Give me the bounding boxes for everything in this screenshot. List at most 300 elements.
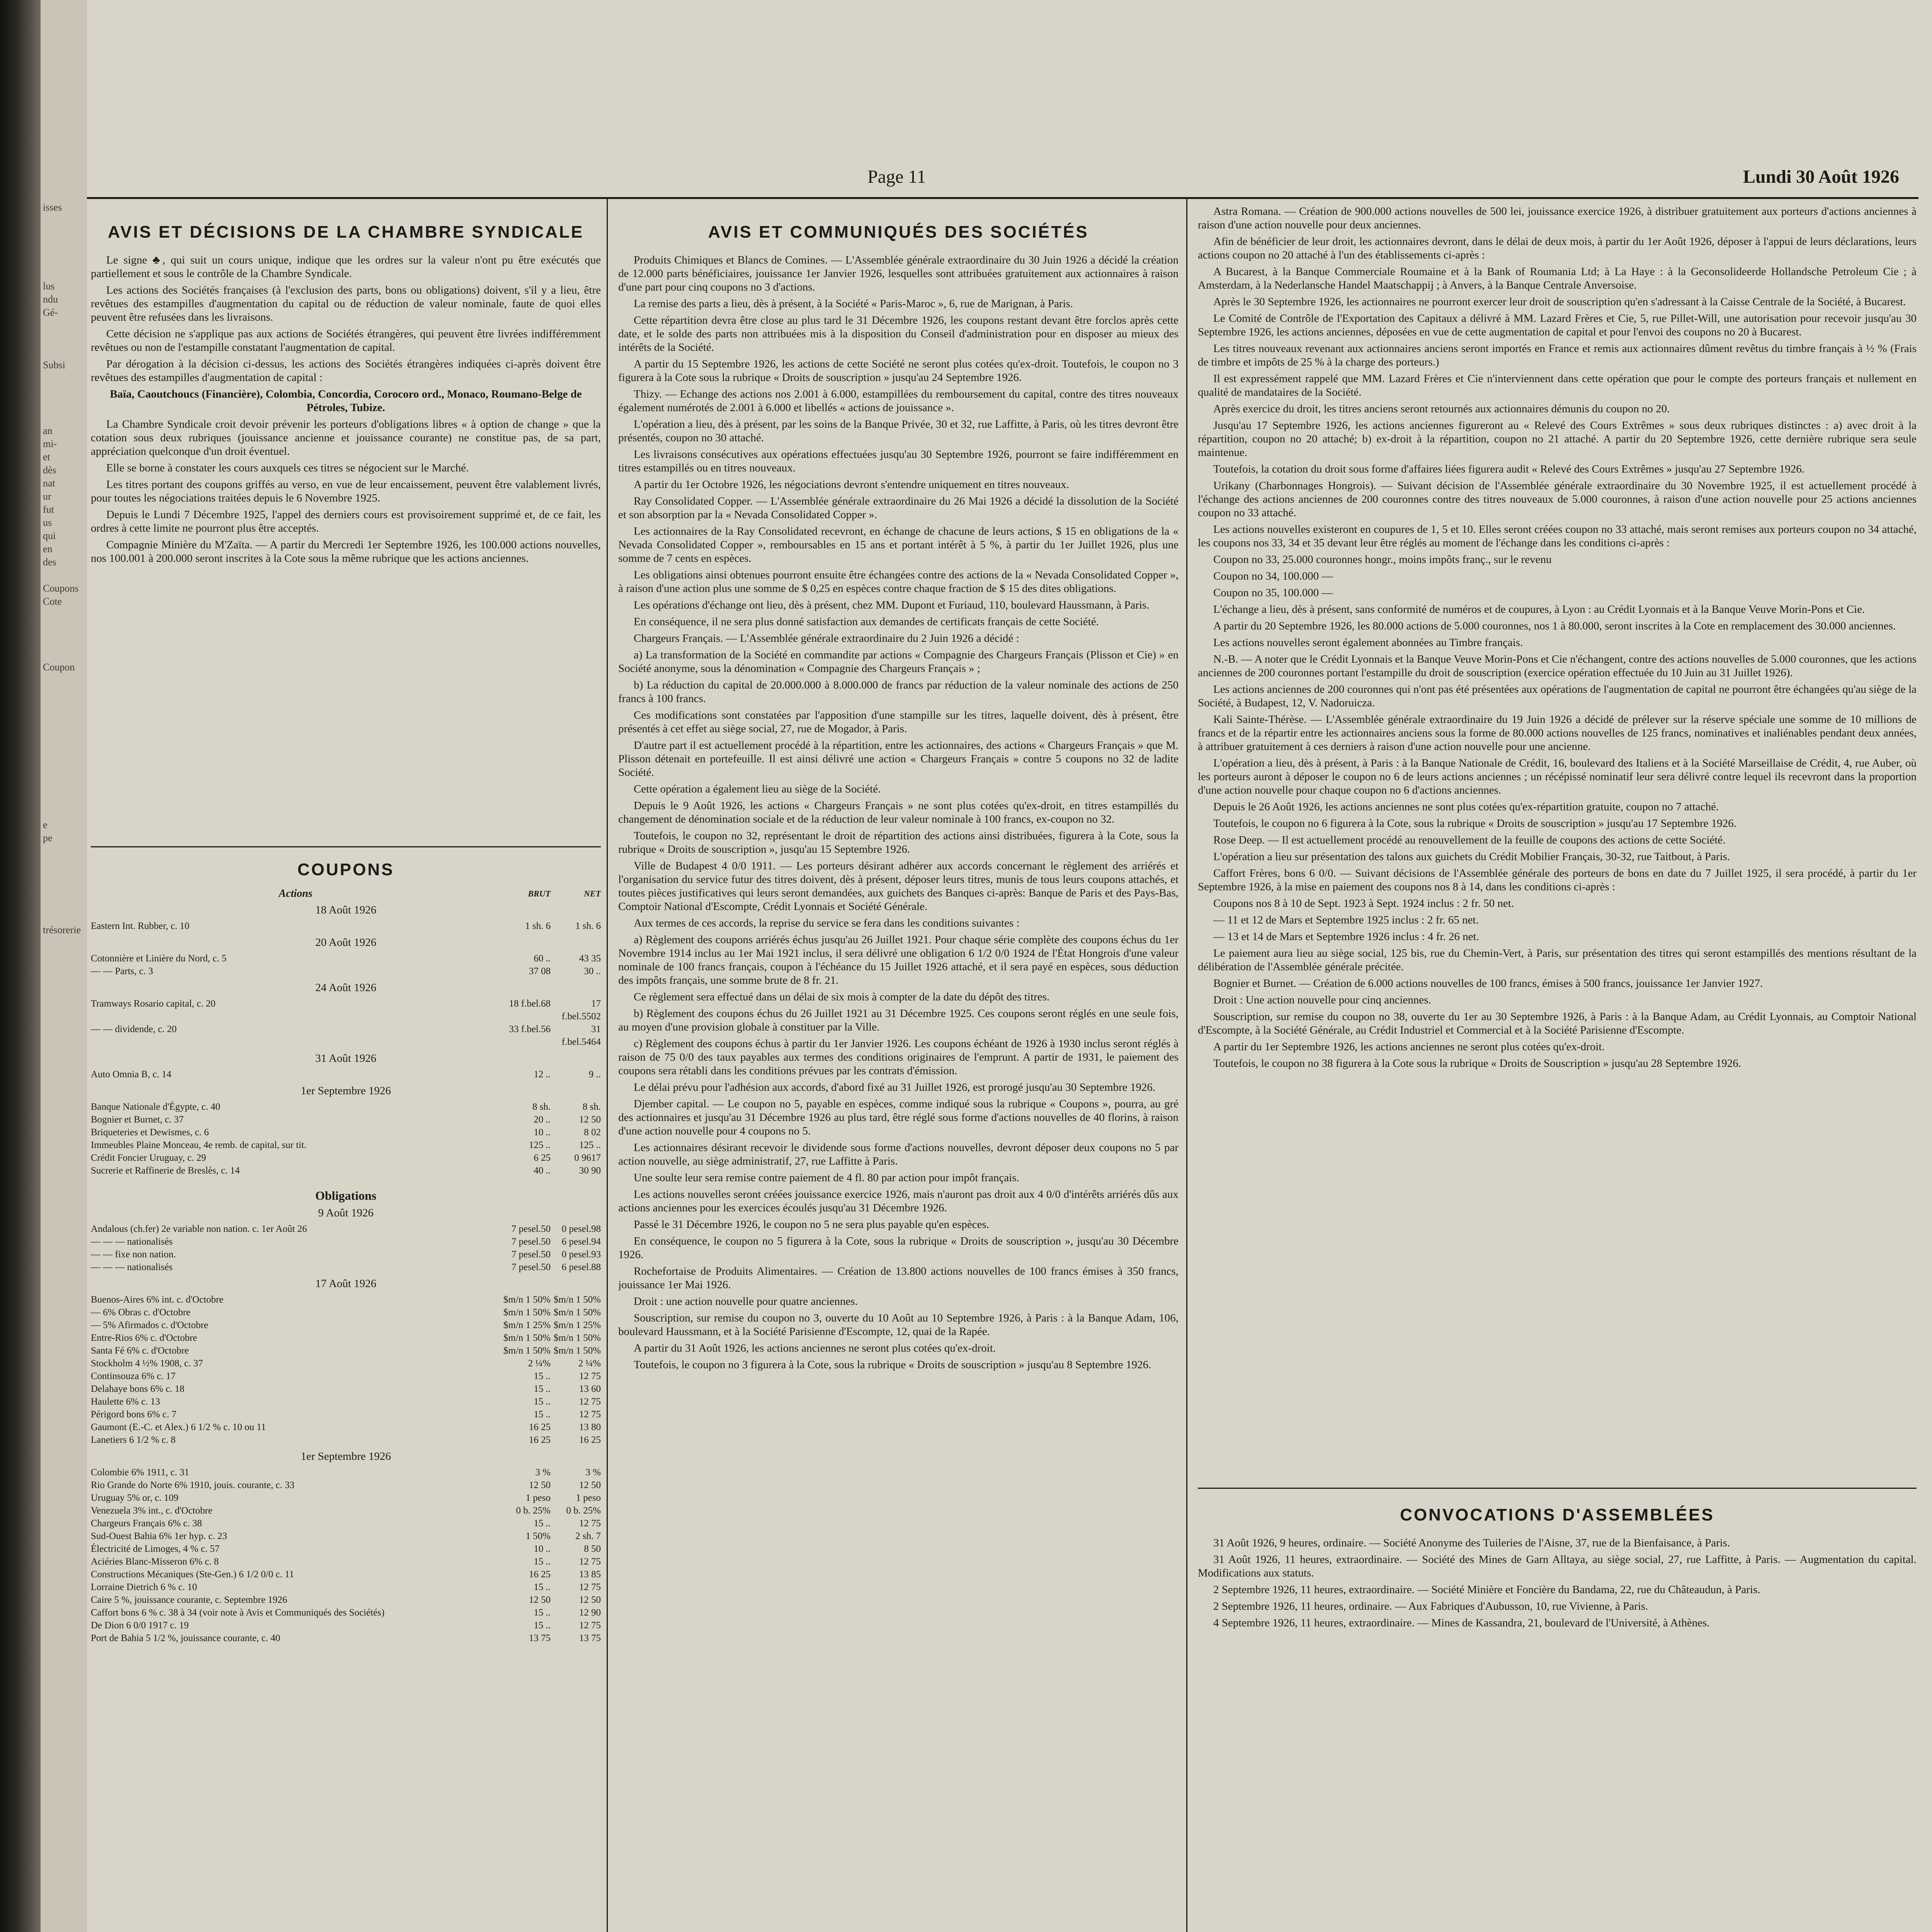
previous-page-fragment <box>41 345 87 359</box>
coupon-name: Buenos-Aires 6% int. c. d'Octobre <box>91 1294 224 1305</box>
coupon-net: 12 75 <box>579 1620 601 1631</box>
avis-chambre-column <box>91 216 601 835</box>
coupon-name: Stockholm 4 ½% 1908, c. 37 <box>91 1358 203 1369</box>
previous-page-fragment <box>41 897 87 910</box>
coupon-row <box>91 1555 601 1568</box>
paragraph: Une soulte leur sera remise contre paiement de 4 fl. 80 par action pour impôt français. <box>634 1172 1019 1184</box>
coupon-row <box>91 1113 601 1126</box>
coupon-net: 8 50 <box>584 1544 601 1554</box>
paragraph: Les obligations ainsi obtenues pourront ensuite être échangées contre des actions de la « Nevada Consolidated Copper », à raison d'une action plus une somme de $ 0,25 en espèces contre chaque fraction de $ 15 des dites obligations. <box>618 569 1179 595</box>
paragraph: Il est expressément rappelé que MM. Lazard Frères et Cie n'interviennent dans cette opération que pour le compte des porteurs français et nullement en qualité de mandataires de la Société. <box>1198 372 1917 398</box>
coupon-name: Auto Omnia B, c. 14 <box>91 1069 172 1080</box>
coupon-name: — — Parts, c. 3 <box>91 966 153 976</box>
coupon-row <box>91 1100 601 1113</box>
paragraph: Elle se borne à constater les cours auxquels ces titres se négocient sur le Marché. <box>106 462 469 474</box>
previous-page-fragment <box>41 1081 87 1094</box>
coupon-brut: 8 sh. <box>532 1102 551 1112</box>
coupon-brut: 1 50% <box>526 1531 551 1541</box>
coupon-date: 24 Août 1926 <box>315 981 376 994</box>
previous-page-fragment <box>41 687 87 700</box>
avis-chambre-body <box>91 253 601 565</box>
paragraph: Droit : Une action nouvelle pour cinq anciennes. <box>1213 994 1431 1006</box>
coupon-name: Eastern Int. Rubber, c. 10 <box>91 921 190 931</box>
previous-page-fragment: Gé- <box>43 307 58 318</box>
coupon-row <box>91 1223 601 1235</box>
coupon-name: — — — nationalisés <box>91 1236 173 1247</box>
previous-page-fragment <box>41 648 87 661</box>
previous-page-fragment <box>41 845 87 858</box>
previous-page-fragment: des <box>43 556 56 568</box>
coupon-brut: 13 75 <box>529 1633 551 1643</box>
previous-page-fragment: isses <box>43 202 62 213</box>
paragraph: Coupons nos 8 à 10 de Sept. 1923 à Sept. 1924 inclus : 2 fr. 50 net. <box>1213 897 1514 910</box>
coupon-row <box>91 1504 601 1517</box>
previous-page-fragment <box>41 792 87 805</box>
previous-page-fragment: en <box>43 543 53 554</box>
paragraph: En conséquence, le coupon no 5 figurera à la Cote, sous la rubrique « Droits de souscription », jusqu'au 30 Décembre 1926. <box>618 1235 1179 1261</box>
coupon-brut: 15 .. <box>534 1409 551 1420</box>
previous-page-fragment <box>41 871 87 884</box>
coupon-row <box>91 1530 601 1543</box>
paragraph: A partir du 1er Octobre 1926, les négociations devront s'entendre uniquement en titres nouveaux. <box>634 478 1070 491</box>
previous-page-fragment <box>41 569 87 582</box>
paragraph: Depuis le 26 Août 1926, les actions anciennes ne sont plus cotées qu'ex-répartition gratuite, coupon no 7 attaché. <box>1213 801 1719 813</box>
paragraph: Les actions nouvelles seront créées jouissance exercice 1926, mais n'auront pas droit aux 4 0/0 d'intérêts arriérés dûs aux actions anciennes pour les exercices écoulés jusqu'au 31 Décembre 1926. <box>618 1188 1179 1214</box>
paragraph: Toutefois, le coupon no 32, représentant le droit de répartition des actions ainsi distribuées, figurera à la Cote, sous la rubrique « Droits de souscription », jusqu'au 15 Septembre 1926. <box>618 830 1179 855</box>
coupon-brut: 15 .. <box>534 1556 551 1567</box>
coupon-name: Bognier et Burnet, c. 37 <box>91 1114 184 1125</box>
coupon-brut: 15 .. <box>534 1582 551 1592</box>
coupon-name: Tramways Rosario capital, c. 20 <box>91 998 216 1009</box>
previous-page-fragment <box>41 976 87 989</box>
paragraph: N.-B. — A noter que le Crédit Lyonnais et la Banque Veuve Morin-Pons et Cie n'échangent, contre des actions nouvelles de 5.000 couronnes, que les actions anciennes de 200 couronnes portant l'estampille du droit de souscription (exercice opération effectuée du 10 Juin au 31 Juillet 1926). <box>1198 653 1917 679</box>
paragraph: Les livraisons consécutives aux opérations effectuées jusqu'au 30 Septembre 1926, pourront se faire indifféremment en titres estampillés ou en titres nouveaux. <box>618 448 1179 474</box>
coupons-obligations-list <box>91 1207 601 1645</box>
avis-chambre-title: AVIS ET DÉCISIONS DE LA CHAMBRE SYNDICALE <box>107 223 584 242</box>
paragraph: Aux termes de ces accords, la reprise du service se fera dans les conditions suivantes : <box>634 917 1020 929</box>
communiques-body <box>618 253 1179 1372</box>
coupon-brut: 10 .. <box>534 1127 551 1138</box>
right-notices-column <box>1198 205 1917 1480</box>
previous-page-fragment <box>41 227 87 240</box>
coupon-name: Immeubles Plaine Monceau, 4e remb. de capital, sur tit. <box>91 1140 307 1150</box>
paragraph: Le Comité de Contrôle de l'Exportation des Capitaux a délivré à MM. Lazard Frères et Cie, 5, rue Pillet-Will, une autorisation pour recevoir jusqu'au 30 Septembre 1926, les actions anciennes, déposées en vue de cette augmentation de capital et pour l'envoi des coupons no 20 à Bucarest. <box>1198 312 1917 338</box>
previous-page-edge <box>41 0 87 1932</box>
previous-page-fragment <box>41 411 87 424</box>
paragraph: Compagnie Minière du M'Zaïta. — A partir du Mercredi 1er Septembre 1926, les 100.000 actions nouvelles, nos 100.001 à 200.000 seront inscrites à la Cote sous la même rubrique que les actions anciennes. <box>91 539 601 565</box>
paragraph: Chargeurs Français. — L'Assemblée générale extraordinaire du 2 Juin 1926 a décidé : <box>634 632 1019 645</box>
coupon-brut: $m/n 1 50% <box>503 1307 551 1318</box>
page-date: Lundi 30 Août 1926 <box>1743 167 1899 187</box>
coupon-brut: 40 .. <box>534 1165 551 1176</box>
paragraph: Les actions nouvelles existeront en coupures de 1, 5 et 10. Elles seront créées coupon no 33 attaché, mais seront remises aux porteurs coupon no 34 attaché, les coupons nos 33, 34 et 35 devant leur être réglés au moment de l'échange dans les conditions ci-après : <box>1198 523 1917 549</box>
coupon-row <box>91 1235 601 1248</box>
paragraph: Rose Deep. — Il est actuellement procédé au renouvellement de la feuille de coupons des actions de cette Société. <box>1213 834 1726 846</box>
coupon-row <box>91 1068 601 1081</box>
coupon-net: 12 75 <box>579 1409 601 1420</box>
coupon-brut: 16 25 <box>529 1422 551 1432</box>
coupons-column <box>91 854 601 1932</box>
coupon-row <box>91 1466 601 1479</box>
paragraph: Depuis le Lundi 7 Décembre 1925, l'appel des derniers cours est provisoirement supprimé et, de ce fait, les ordres à cette limite ne pourront plus être acceptés. <box>91 509 601 534</box>
paragraph: L'opération a lieu, dès à présent, par les soins de la Banque Privée, 30 et 32, rue Laffitte, à Paris, où les titres devront être présentés, coupon no 30 attaché. <box>618 418 1179 444</box>
coupon-name: — — dividende, c. 20 <box>91 1024 177 1034</box>
paragraph: Baïa, Caoutchoucs (Financière), Colombia, Concordia, Corocoro ord., Monaco, Roumano-Belge de Pétroles, Tubize. <box>110 388 582 414</box>
previous-page-fragment <box>41 1042 87 1055</box>
coupon-brut: 60 .. <box>534 953 551 964</box>
coupon-brut: $m/n 1 50% <box>503 1345 551 1356</box>
previous-page-fragment <box>41 779 87 792</box>
convocations-body <box>1198 1536 1917 1630</box>
coupon-brut: 3 % <box>535 1467 551 1478</box>
paragraph: Thizy. — Echange des actions nos 2.001 à 6.000, estampillées du remboursement du capital, contre des titres nouveaux également numérotés de 2.001 à 6.000 et libellés « actions de jouissance ». <box>618 388 1179 414</box>
paragraph: Droit : une action nouvelle pour quatre anciennes. <box>634 1295 858 1308</box>
coupons-actions-list <box>91 904 601 1177</box>
paragraph: Par dérogation à la décision ci-dessus, les actions des Sociétés étrangères indiquées ci-après doivent être revêtues des estampilles d'augmentation de capital : <box>91 358 601 384</box>
coupon-row <box>91 1293 601 1306</box>
paragraph: Toutefois, le coupon no 6 figurera à la Cote, sous la rubrique « Droits de souscription » jusqu'au 17 Septembre 1926. <box>1213 817 1736 830</box>
previous-page-fragment <box>41 332 87 345</box>
coupon-net: 12 75 <box>579 1556 601 1567</box>
coupon-net: 2 ¼% <box>578 1358 601 1369</box>
coupon-net: 8 sh. <box>582 1102 601 1112</box>
previous-page-fragment <box>41 740 87 753</box>
coupon-row <box>91 1434 601 1446</box>
coupon-brut: 15 .. <box>534 1396 551 1407</box>
coupon-name: — — fixe non nation. <box>91 1249 176 1260</box>
coupon-net: 13 75 <box>579 1633 601 1643</box>
paragraph: Coupon no 35, 100.000 — <box>1213 587 1333 599</box>
coupon-brut: 15 .. <box>534 1384 551 1394</box>
page-header <box>87 166 1932 189</box>
previous-page-fragment <box>41 1068 87 1081</box>
previous-page-fragment <box>41 963 87 976</box>
paragraph: Coupon no 34, 100.000 — <box>1213 570 1333 582</box>
coupon-name: — — — nationalisés <box>91 1262 173 1272</box>
previous-page-fragment: et <box>43 451 50 463</box>
coupon-name: Sud-Ouest Bahia 6% 1er hyp. c. 23 <box>91 1531 227 1541</box>
coupon-brut: 15 .. <box>534 1607 551 1618</box>
coupon-row <box>91 1408 601 1421</box>
previous-page-fragment <box>41 253 87 267</box>
previous-page-fragment <box>41 726 87 740</box>
coupon-brut: 0 b. 25% <box>516 1505 551 1516</box>
coupon-name: Continsouza 6% c. 17 <box>91 1371 176 1381</box>
column-divider <box>1186 199 1187 1932</box>
coupon-brut: 1 sh. 6 <box>525 921 551 931</box>
coupon-brut: 16 25 <box>529 1435 551 1445</box>
paragraph: b) Règlement des coupons échus du 26 Juillet 1921 au 31 Décembre 1925. Ces coupons seront réglés en une seule fois, au moyen d'une provision globale à constituer par la Ville. <box>618 1007 1179 1033</box>
coupon-net: 30 90 <box>579 1165 601 1176</box>
previous-page-fragment <box>41 634 87 648</box>
paragraph: 31 Août 1926, 11 heures, extraordinaire. — Société des Mines de Garn Alltaya, au siège social, 27, rue Laffitte, à Paris. — Augmentation du capital. Modifications aux statuts. <box>1198 1553 1917 1579</box>
coupon-brut: 15 .. <box>534 1371 551 1381</box>
convocations-column <box>1198 1499 1917 1932</box>
previous-page-fragment <box>41 766 87 779</box>
paragraph: Les titres nouveaux revenant aux actionnaires anciens seront importés en France et remis aux actionnaires dûment revêtus du timbre français à ½ % (Frais de timbre et impôts de 25 % à la charge des porteurs.) <box>1198 342 1917 368</box>
previous-page-fragment: Cote <box>43 596 62 607</box>
paragraph: Jusqu'au 17 Septembre 1926, les actions anciennes figureront au « Relevé des Cours Extrêmes » sous deux rubriques distinctes : a) avec droit à la répartition, coupon no 20 attaché; b) ex-droit à la répartition, coupon no 21 attaché. A partir du 20 Septembre 1926, cette dernière rubrique sera seule maintenue. <box>1198 419 1917 459</box>
coupon-row <box>91 1517 601 1530</box>
coupon-row <box>91 1421 601 1434</box>
section-rule <box>1198 1488 1917 1489</box>
previous-page-fragment: nat <box>43 478 55 489</box>
communiques-title: AVIS ET COMMUNIQUÉS DES SOCIÉTÉS <box>708 223 1089 242</box>
coupon-name: Santa Fé 6% c. d'Octobre <box>91 1345 189 1356</box>
coupons-net-label: NET <box>584 889 601 898</box>
previous-page-fragment: e <box>43 819 48 830</box>
coupon-name: Entre-Rios 6% c. d'Octobre <box>91 1333 197 1343</box>
paragraph: Passé le 31 Décembre 1926, le coupon no 5 ne sera plus payable qu'en espèces. <box>634 1218 990 1231</box>
paragraph: Coupon no 33, 25.000 couronnes hongr., moins impôts franç., sur le revenu <box>1213 553 1552 566</box>
coupon-name: Rio Grande do Norte 6% 1910, jouis. courante, c. 33 <box>91 1480 294 1490</box>
coupon-net: 1 peso <box>576 1493 601 1503</box>
coupon-brut: $m/n 1 50% <box>503 1294 551 1305</box>
coupon-name: Électricité de Limoges, 4 % c. 57 <box>91 1544 220 1554</box>
coupon-name: De Dion 6 0/0 1917 c. 19 <box>91 1620 189 1631</box>
paragraph: Souscription, sur remise du coupon no 38, ouverte du 1er au 30 Septembre 1926, à Paris : à la Banque Adam, au Crédit Lyonnais, au Comptoir National d'Escompte, à la Société Générale, au Crédit Industriel et Commercial et à la Société Parisienne d'Escompte. <box>1198 1010 1917 1036</box>
page-number: Page 11 <box>867 167 926 187</box>
paragraph: 31 Août 1926, 9 heures, ordinaire. — Société Anonyme des Tuileries de l'Aisne, 37, rue de la Bienfaisance, à Paris. <box>1213 1537 1730 1549</box>
coupon-name: Cotonnière et Linière du Nord, c. 5 <box>91 953 227 964</box>
paragraph: Ce règlement sera effectué dans un délai de six mois à compter de la date du dépôt des titres. <box>634 991 1050 1003</box>
coupon-brut: 6 25 <box>534 1153 551 1163</box>
previous-page-fragment: lus <box>43 281 55 292</box>
paragraph: Les titres portant des coupons griffés au verso, en vue de leur encaissement, peuvent être valablement livrés, pour toutes les négociations traitées depuis le 6 Novembre 1925. <box>91 478 601 504</box>
paragraph: Toutefois, le coupon no 3 figurera à la Cote, sous la rubrique « Droits de souscription » jusqu'au 8 Septembre 1926. <box>634 1359 1151 1371</box>
coupon-brut: 7 pesel.50 <box>511 1236 551 1247</box>
coupon-name: Gaumont (E.-C. et Alex.) 6 1/2 % c. 10 ou 11 <box>91 1422 266 1432</box>
previous-page-fragment: qui <box>43 530 56 541</box>
previous-page-fragment <box>41 621 87 634</box>
previous-page-fragment <box>41 372 87 385</box>
paragraph: Produits Chimiques et Blancs de Comines. — L'Assemblée générale extraordinaire du 30 Juin 1926 a décidé la création de 12.000 parts bénéficiaires, jouissance 1er Janvier 1926, lesquelles sont attribuées gratuitement aux actionnaires à raison d'une part pour cinq coupons no 3 d'actions. <box>618 254 1179 293</box>
paragraph: 2 Septembre 1926, 11 heures, ordinaire. — Aux Fabriques d'Aubusson, 10, rue Vivienne, à Paris. <box>1213 1600 1648 1612</box>
paragraph: — 11 et 12 de Mars et Septembre 1925 inclus : 2 fr. 65 net. <box>1213 914 1479 926</box>
coupon-name: Banque Nationale d'Égypte, c. 40 <box>91 1102 220 1112</box>
coupon-row <box>91 1619 601 1632</box>
coupon-net: 0 b. 25% <box>566 1505 601 1516</box>
paragraph: Afin de bénéficier de leur droit, les actionnaires devront, dans le délai de deux mois, à partir du 1er Août 1926, déposer à l'appui de leurs déclarations, leurs actions coupon no 20 attaché à l'un des établissements ci-après : <box>1198 235 1917 261</box>
coupon-net: 1 sh. 6 <box>575 921 601 931</box>
coupon-net: 12 50 <box>579 1114 601 1125</box>
coupon-name: Sucrerie et Raffinerie de Breslès, c. 14 <box>91 1165 240 1176</box>
previous-page-fragment <box>41 858 87 871</box>
coupon-name: Delahaye bons 6% c. 18 <box>91 1384 185 1394</box>
coupon-net: 12 90 <box>579 1607 601 1618</box>
coupon-brut: 12 50 <box>529 1595 551 1605</box>
coupon-row <box>91 1126 601 1139</box>
coupon-row <box>91 1151 601 1164</box>
coupon-row <box>91 965 601 978</box>
previous-page-fragment <box>41 753 87 766</box>
previous-page-fragment <box>41 1055 87 1068</box>
coupon-row <box>91 1479 601 1492</box>
paragraph: A partir du 15 Septembre 1926, les actions de cette Société ne seront plus cotées qu'ex-droit. Toutefois, le coupon no 3 figurera à la Cote sous la rubrique « Droits de souscription » jusqu'au 24 Septembre 1926. <box>618 358 1179 384</box>
book-spine <box>0 0 41 1932</box>
coupon-net: 31 f.bel.5464 <box>561 1024 601 1047</box>
coupon-row <box>91 1492 601 1504</box>
coupon-brut: 15 .. <box>534 1518 551 1529</box>
paragraph: a) Règlement des coupons arriérés échus jusqu'au 26 Juillet 1921. Pour chaque série complète des coupons échus du 1er Novembre 1914 inclus au 1er Mai 1921 inclus, il sera délivré une obligation 6 1/2 0/0 1924 de l'État Hongrois d'une valeur nominale de 100 francs français, coupon à l'échéance du 15 Juillet 1926 attaché, et il sera payé en espèces, sous déduction des impôts français, une somme brute de 8 fr. 21. <box>618 934 1179 986</box>
coupon-net: 0 pesel.98 <box>561 1224 601 1234</box>
coupon-name: Port de Bahia 5 1/2 %, jouissance courante, c. 40 <box>91 1633 281 1643</box>
paragraph: A partir du 20 Septembre 1926, les 80.000 actions de 5.000 couronnes, nos 1 à 80.000, seront inscrites à la Cote en remplacement des 30.000 anciennes. <box>1213 620 1896 632</box>
coupon-net: $m/n 1 50% <box>553 1345 601 1356</box>
coupon-name: Chargeurs Français 6% c. 38 <box>91 1518 202 1529</box>
paragraph: L'opération a lieu, dès à présent, à Paris : à la Banque Nationale de Crédit, 16, boulevard des Italiens et à la Société Marseillaise de Crédit, 4, rue Auber, où les porteurs auront à déposer le coupon no 6 de leurs actions anciennes ; un récépissé nominatif leur sera délivré contre lequel ils recevront dans la proportion d'une action nouvelle pour chaque coupon no 6 d'actions anciennes. <box>1198 757 1917 796</box>
header-rule <box>87 197 1918 199</box>
paragraph: Après exercice du droit, les titres anciens seront retournés aux actionnaires démunis du coupon no 20. <box>1213 403 1670 415</box>
paragraph: a) La transformation de la Société en commandite par actions « Compagnie des Chargeurs Français (Plisson et Cie) » en Société anonyme, sous la dénomination « Compagnie des Chargeurs Français » ; <box>618 649 1179 675</box>
coupon-row <box>91 1023 601 1048</box>
coupon-date: 18 Août 1926 <box>315 904 376 916</box>
paragraph: A partir du 1er Septembre 1926, les actions anciennes ne seront plus cotées qu'ex-droit. <box>1213 1041 1605 1053</box>
coupons-header <box>91 887 601 900</box>
coupon-net: 13 85 <box>579 1569 601 1580</box>
coupon-brut: 12 50 <box>529 1480 551 1490</box>
coupon-date: 17 Août 1926 <box>315 1277 376 1290</box>
paragraph: Kali Sainte-Thérèse. — L'Assemblée générale extraordinaire du 19 Juin 1926 a décidé de prélever sur la réserve spéciale une somme de 10 millions de francs et de la répartir entre les actionnaires anciens sous la forme de 80.000 actions nouvelles de 125 francs, nominatives et inaliénables pendant deux années, à attribuer gratuitement à ces derniers à raison d'une action nouvelle pour une ancienne. <box>1198 713 1917 753</box>
paragraph: Ces modifications sont constatées par l'apposition d'une stampille sur les titres, laquelle doivent, dès à présent, être présentés à cet effet au siège social, 27, rue de Mogador, à Paris. <box>618 709 1179 735</box>
coupon-date: 9 Août 1926 <box>318 1207 374 1219</box>
coupon-row <box>91 1164 601 1177</box>
coupon-row <box>91 1383 601 1395</box>
paragraph: Cette décision ne s'applique pas aux actions de Sociétés étrangères, qui peuvent être livrées indifféremment revêtues ou non de l'estampille constatant l'augmentation de capital. <box>91 328 601 354</box>
coupons-actions-label: Actions <box>279 888 313 900</box>
coupon-row <box>91 997 601 1023</box>
coupon-name: Briqueteries et Dewismes, c. 6 <box>91 1127 209 1138</box>
coupon-brut: 10 .. <box>534 1544 551 1554</box>
paragraph: Le paiement aura lieu au siège social, 125 bis, rue du Chemin-Vert, à Paris, sur présentation des titres qui seront estampillés des mentions résultant de la délibération de l'Assemblée générale précitée. <box>1198 947 1917 973</box>
coupon-name: Caire 5 %, jouissance courante, c. Septembre 1926 <box>91 1595 287 1605</box>
previous-page-fragment <box>41 240 87 253</box>
coupon-net: 13 80 <box>579 1422 601 1432</box>
coupon-brut: 37 08 <box>529 966 551 976</box>
coupon-name: Andalous (ch.fer) 2e variable non nation. c. 1er Août 26 <box>91 1224 307 1234</box>
newspaper-page <box>87 0 1932 1932</box>
coupon-row <box>91 1248 601 1261</box>
paragraph: Urikany (Charbonnages Hongrois). — Suivant décision de l'Assemblée générale extraordinaire du 30 Novembre 1925, il est actuellement procédé à l'échange des actions anciennes de 200 couronnes contre des titres nouveaux de 5.000 couronnes, à raison d'une action nouvelle pour 25 actions anciennes coupon no 33 attaché. <box>1198 480 1917 519</box>
paragraph: Ray Consolidated Copper. — L'Assemblée générale extraordinaire du 26 Mai 1926 a décidé la dissolution de la Société et son absorption par la « Nevada Consolidated Copper ». <box>618 495 1179 521</box>
previous-page-fragment <box>41 608 87 621</box>
paragraph: Les actions nouvelles seront également abonnées au Timbre français. <box>1213 636 1523 649</box>
coupon-net: 2 sh. 7 <box>575 1531 601 1541</box>
previous-page-fragment: Coupons <box>43 583 79 594</box>
previous-page-fragment: Subsi <box>43 359 65 371</box>
coupon-net: 12 50 <box>579 1595 601 1605</box>
coupon-net: 12 75 <box>579 1582 601 1592</box>
paragraph: Cette répartition devra être close au plus tard le 31 Décembre 1926, les coupons restant devant être forclos après cette date, et le solde des parts non attribuées mis à la disposition du Conseil d'administration pour en disposer au mieux des intérêts de la Société. <box>618 314 1179 354</box>
coupon-brut: 18 f.bel.68 <box>509 998 551 1009</box>
coupon-net: $m/n 1 50% <box>553 1294 601 1305</box>
coupon-row <box>91 1261 601 1274</box>
previous-page-fragment <box>41 950 87 963</box>
paragraph: A Bucarest, à la Banque Commerciale Roumaine et à la Bank of Roumania Ltd; à La Haye : à la Geconsolideerde Hollandsche Petroleum Cie ; à Amsterdam, à la Nederlansche Handel Maatschappij ; à Anvers, à la Banque Centrale Anversoise. <box>1198 265 1917 291</box>
paragraph: A partir du 31 Août 1926, les actions anciennes ne seront plus cotées qu'ex-droit. <box>634 1342 996 1354</box>
coupon-name: Caffort bons 6 % c. 38 à 34 (voir note à Avis et Communiqués des Sociétés) <box>91 1607 385 1618</box>
right-notices-body <box>1198 205 1917 1070</box>
previous-page-fragment: an <box>43 425 53 436</box>
coupon-net: 9 .. <box>588 1069 601 1080</box>
coupon-date: 31 Août 1926 <box>315 1052 376 1065</box>
coupon-net: 8 02 <box>584 1127 601 1138</box>
coupon-name: Colombie 6% 1911, c. 31 <box>91 1467 189 1478</box>
previous-page-fragment <box>41 989 87 1002</box>
coupon-name: Périgord bons 6% c. 7 <box>91 1409 177 1420</box>
previous-page-fragment: ndu <box>43 294 58 305</box>
previous-page-fragment: Coupon <box>43 662 75 673</box>
coupon-brut: 16 25 <box>529 1569 551 1580</box>
paragraph: Cette opération a également lieu au siège de la Société. <box>634 783 881 795</box>
coupon-row <box>91 1568 601 1581</box>
paragraph: Le signe ♣, qui suit un cours unique, indique que les ordres sur la valeur n'ont pu être exécutés que partiellement et sous le contrôle de la Chambre Syndicale. <box>91 254 601 280</box>
coupon-row <box>91 1581 601 1594</box>
previous-page-fragment <box>41 385 87 398</box>
previous-page-fragment <box>41 1015 87 1029</box>
paragraph: Le délai prévu pour l'adhésion aux accords, d'abord fixé au 31 Juillet 1926, est prorogé jusqu'au 30 Septembre 1926. <box>634 1081 1156 1094</box>
coupon-brut: 7 pesel.50 <box>511 1262 551 1272</box>
coupon-date: 1er Septembre 1926 <box>301 1085 391 1097</box>
coupon-row <box>91 1306 601 1319</box>
coupon-brut: 1 peso <box>526 1493 551 1503</box>
previous-page-fragment: ur <box>43 491 51 502</box>
coupon-net: 16 25 <box>579 1435 601 1445</box>
paragraph: Après le 30 Septembre 1926, les actionnaires ne pourront exercer leur droit de souscription qu'en s'adressant à la Caisse Centrale de la Société, à Bucarest. <box>1213 296 1906 308</box>
previous-page-fragment: pe <box>43 832 53 844</box>
coupons-title: COUPONS <box>297 860 395 879</box>
paragraph: Les actions anciennes de 200 couronnes qui n'ont pas été présentées aux opérations de l'augmentation de capital ne pourront être échangées qu'au siège de la Société, à Budapest, 12, V. Nadoruicza. <box>1198 683 1917 709</box>
coupon-name: Lorraine Dietrich 6 % c. 10 <box>91 1582 197 1592</box>
coupons-brut-label: BRUT <box>528 889 551 898</box>
coupon-row <box>91 1139 601 1151</box>
paragraph: b) La réduction du capital de 20.000.000 à 8.000.000 de francs par réduction de la valeur nominale des actions de 250 francs à 100 francs. <box>618 679 1179 705</box>
previous-page-fragment <box>41 267 87 280</box>
paragraph: — 13 et 14 de Mars et Septembre 1926 inclus : 4 fr. 26 net. <box>1213 930 1479 943</box>
previous-page-fragments <box>41 0 87 1094</box>
coupon-brut: $m/n 1 25% <box>503 1320 551 1330</box>
previous-page-fragment: dès <box>43 464 56 476</box>
paragraph: En conséquence, il ne sera plus donné satisfaction aux demandes de certificats français de cette Société. <box>634 616 1099 628</box>
coupon-net: 0 pesel.93 <box>561 1249 601 1260</box>
previous-page-fragment <box>41 910 87 923</box>
coupon-row <box>91 1357 601 1370</box>
paragraph: Les actionnaires de la Ray Consolidated recevront, en échange de chacune de leurs actions, $ 15 en obligations de la « Nevada Consolidated Copper », remboursables en 15 ans et portant intérêt à 5 %, à partir du 1er Juillet 1926, plus une somme de 7 cents en espèces. <box>618 525 1179 565</box>
paragraph: La Chambre Syndicale croit devoir prévenir les porteurs d'obligations libres « à option de change » que la cotation sous deux rubriques (jouissance ancienne et jouissance courante) ne constitue pas, de sa part, appréciation quelconque d'un droit éventuel. <box>91 418 601 457</box>
coupon-net: 43 35 <box>579 953 601 964</box>
coupon-row <box>91 952 601 965</box>
paragraph: Djember capital. — Le coupon no 5, payable en espèces, comme indiqué sous la rubrique « Coupons », pourra, au gré des actionnaires et jusqu'au 31 Décembre 1926 au plus tard, être réglé sous forme d'actions nouvelles de 40 florins, à raison d'une action nouvelle pour 4 coupons no 5. <box>618 1098 1179 1137</box>
coupon-net: 13 60 <box>579 1384 601 1394</box>
paragraph: Caffort Frères, bons 6 0/0. — Suivant décisions de l'Assemblée générale des porteurs de bons en date du 7 Juillet 1925, il sera procédé, à partir du 1er Septembre 1926, à la mise en paiement des coupons nos 8 à 14, dans les conditions ci-après : <box>1198 867 1917 893</box>
paragraph: Rochefortaise de Produits Alimentaires. — Création de 13.800 actions nouvelles de 100 francs émises à 350 francs, jouissance 1er Mai 1926. <box>618 1265 1179 1291</box>
previous-page-fragment <box>41 398 87 411</box>
previous-page-fragment <box>41 214 87 227</box>
previous-page-fragment: fut <box>43 504 54 515</box>
coupon-net: 30 .. <box>584 966 601 976</box>
previous-page-fragment <box>41 674 87 687</box>
coupon-row <box>91 1319 601 1332</box>
coupon-row <box>91 920 601 932</box>
coupon-net: 12 75 <box>579 1371 601 1381</box>
coupon-name: — 6% Obras c. d'Octobre <box>91 1307 190 1318</box>
coupon-brut: 20 .. <box>534 1114 551 1125</box>
coupon-brut: 7 pesel.50 <box>511 1224 551 1234</box>
coupon-brut: 33 f.bel.56 <box>509 1024 551 1034</box>
previous-page-fragment <box>41 805 87 818</box>
paragraph: La remise des parts a lieu, dès à présent, à la Société « Paris-Maroc », 6, rue de Marignan, à Paris. <box>634 298 1073 310</box>
coupon-brut: $m/n 1 50% <box>503 1333 551 1343</box>
